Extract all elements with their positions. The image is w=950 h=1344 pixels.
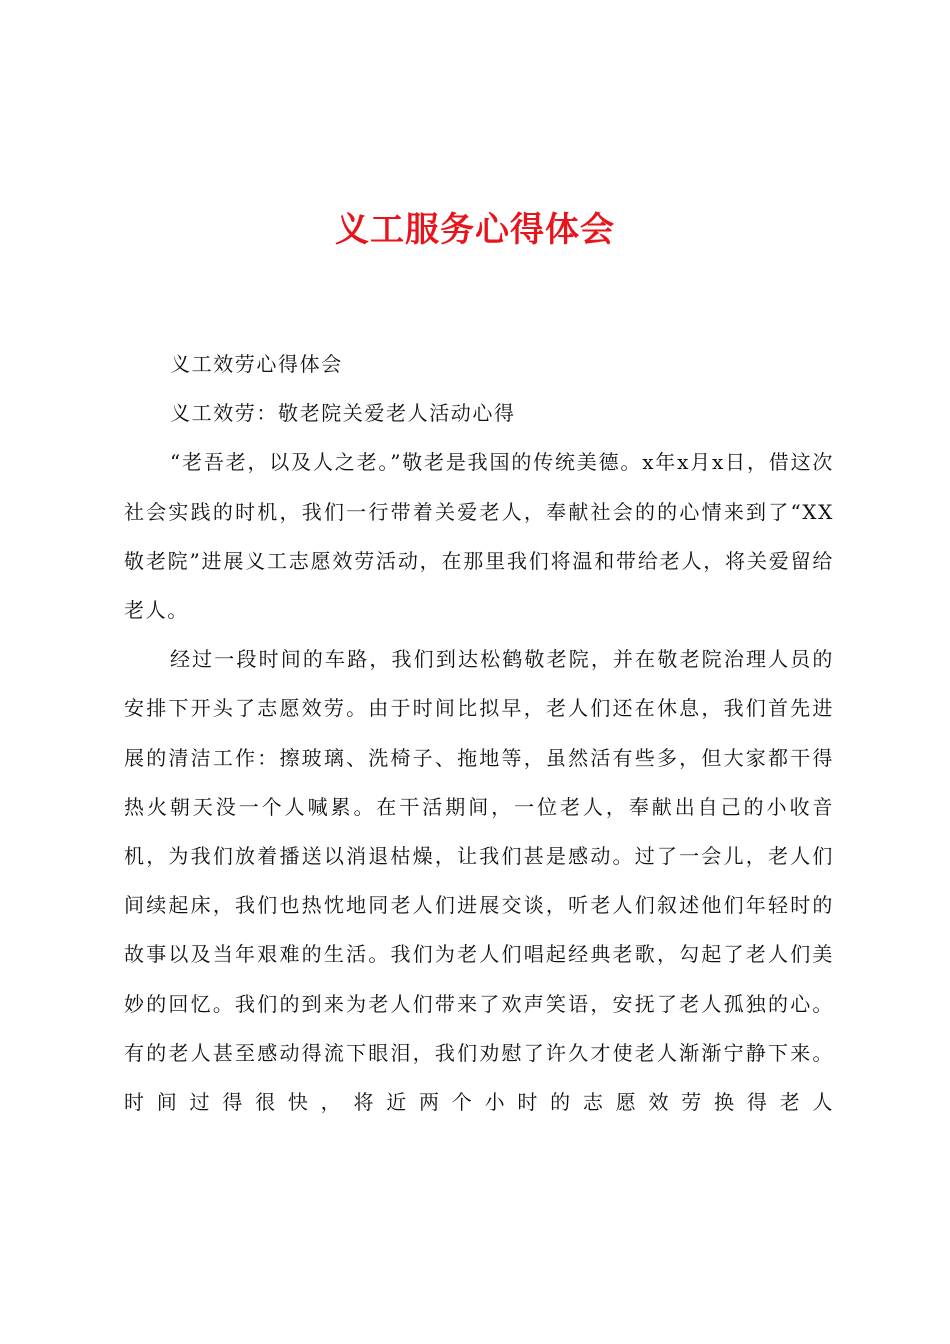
document-subtitle: 义工效劳心得体会	[170, 352, 343, 376]
document-body	[124, 340, 834, 1127]
document-title: 义工服务心得体会	[335, 210, 615, 250]
paragraph-2: 经过一段时间的车路，我们到达松鹤敬老院，并在敬老院治理人员的安排下开头了志愿效劳。由于时间比拟早，老人们还在休息，我们首先进展的清洁工作：擦玻璃、洗椅子、拖地等，虽然活有些多，但大家都干得热火朝天没一个人喊累。在干活期间，一位老人，奉献出自己的小收音机，为我们放着播送以消退枯燥，让我们甚是感动。过了一会儿，老人们间续起床，我们也热忱地同老人们进展交谈，听老人们叙述他们年轻时的故事以及当年艰难的生活。我们为老人们唱起经典老歌，勾起了老人们美妙的回忆。我们的到来为老人们带来了欢声笑语，安抚了老人孤独的心。有的老人甚至感动得流下眼泪，我们劝慰了许久才使老人渐渐宁静下来。时间过得很快，将近两个小时的志愿效劳换得老人	[124, 647, 834, 1115]
document-heading: 义工效劳：敬老院关爱老人活动心得	[170, 401, 516, 426]
paragraph-1: “老吾老，以及人之老。”敬老是我国的传统美德。x年x月x日，借这次社会实践的时机，我们一行带着关爱老人，奉献社会的的心情来到了“XX敬老院”进展义工志愿效劳活动，在那里我们将温和带给老人，将关爱留给老人。	[124, 450, 834, 623]
